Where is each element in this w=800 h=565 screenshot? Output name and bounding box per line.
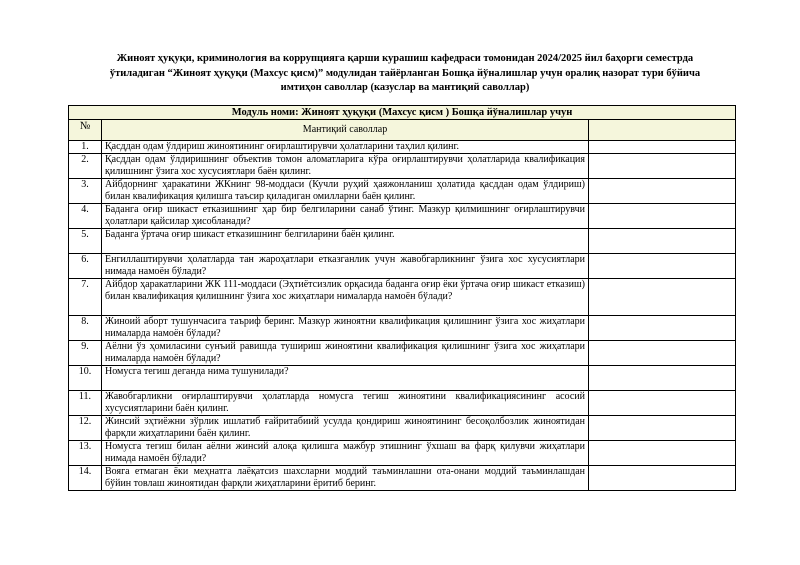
question-number: 11.: [69, 391, 102, 416]
question-number: 10.: [69, 366, 102, 391]
table-row: [69, 254, 736, 279]
module-title-row: [69, 106, 736, 120]
heading-line-2: ўтиладиган “Жиноят ҳуқуқи (Махсус қисм)” модулидан тайёрланган Бошқа йўналишлар учун оралиқ назорат тури бўйича: [109, 67, 701, 79]
table-row: [69, 141, 736, 154]
answer-cell-empty: [589, 154, 736, 179]
answer-cell-empty: [589, 229, 736, 254]
question-text: Баданга ўртача оғир шикаст етказишнинг белгиларини баён қилинг.: [102, 229, 589, 254]
question-text: Айбдорнинг ҳаракатини ЖКнинг 98-моддаси (Кучли руҳий ҳаяжонланиш ҳолатида қасддан одам ўлдириш) билан квалификация қилишга таъсир қиладиган омилларни баён қилинг.: [102, 179, 589, 204]
question-number: 3.: [69, 179, 102, 204]
questions-table: [68, 105, 736, 491]
question-text: Баданга оғир шикаст етказишнинг ҳар бир белгиларини санаб ўтинг. Мазкур қилмишнинг оғирлаштирувчи ҳолатлари қайсилар ҳисобланади?: [102, 204, 589, 229]
module-title: Модуль номи: Жиноят ҳуқуқи (Махсус қисм ) Бошқа йўналишлар учун: [69, 106, 736, 120]
answer-cell-empty: [589, 441, 736, 466]
question-number: 9.: [69, 341, 102, 366]
table-row: [69, 204, 736, 229]
answer-cell-empty: [589, 341, 736, 366]
question-text: Номусга тегиш билан аёлни жинсий алоқа қилишга мажбур этишнинг ўхшаш ва фарқ қилувчи жиҳатлари нимада намоён бўлади?: [102, 441, 589, 466]
question-text: Қасддан одам ўлдиришнинг объектив томон аломатларига кўра оғирлаштирувчи ҳолатларида квалификация қилишнинг ўзига хос хусусиятлари баён қилинг.: [102, 154, 589, 179]
question-text: Қасддан одам ўлдириш жиноятининг оғирлаштирувчи ҳолатларини таҳлил қилинг.: [102, 141, 589, 154]
answer-cell-empty: [589, 391, 736, 416]
question-header: Мантиқий саволлар: [102, 120, 589, 141]
table-header-row: [69, 120, 736, 141]
heading-line-3: имтиҳон саволлар (казуслар ва мантиқий саволлар): [280, 82, 530, 93]
answer-cell-empty: [589, 466, 736, 491]
answer-header-empty: [589, 120, 736, 141]
answer-cell-empty: [589, 254, 736, 279]
document-heading: [60, 52, 750, 96]
table-row: [69, 416, 736, 441]
table-row: [69, 391, 736, 416]
heading-line-1: Жиноят ҳуқуқи, криминология ва коррупцияга қарши курашиш кафедраси томонидан 2024/2025 йил баҳорги семестрда: [116, 53, 694, 64]
table-row: [69, 279, 736, 316]
table-row: [69, 366, 736, 391]
question-number: 7.: [69, 279, 102, 316]
question-number: 12.: [69, 416, 102, 441]
question-text: Жиноий аборт тушунчасига таъриф беринг. Мазкур жиноятни квалификация қилишнинг ўзига хос жиҳатлари нималарда намоён бўлади?: [102, 316, 589, 341]
table-row: [69, 441, 736, 466]
question-text: Жавобгарликни оғирлаштирувчи ҳолатларда номусга тегиш жиноятини квалификациясининг асосий хусусиятларини баён қилинг.: [102, 391, 589, 416]
question-text: Айбдор ҳаракатларини ЖК 111-моддаси (Эҳтиётсизлик орқасида баданга оғир ёки ўртача оғир шикаст етказиш) билан квалификация қилишнинг ўзига хос жиҳатлари нималарда намоён бўлади?: [102, 279, 589, 316]
question-number: 2.: [69, 154, 102, 179]
question-text: Вояга етмаган ёки меҳнатга лаёқатсиз шахсларни моддий таъминлашни ота-онани моддий таъминлашдан бўйин товлаш жиноятидан фарқли жиҳатларини ёритиб беринг.: [102, 466, 589, 491]
table-row: [69, 154, 736, 179]
question-text: Жинсий эҳтиёжни зўрлик ишлатиб ғайритабиий усулда қондириш жиноятининг бесоқолбозлик жиноятидан фарқли жиҳатларини баён қилинг.: [102, 416, 589, 441]
question-number: 13.: [69, 441, 102, 466]
answer-cell-empty: [589, 141, 736, 154]
number-header: №: [69, 120, 102, 141]
question-text: Енгиллаштирувчи ҳолатларда тан жароҳатлари етказганлик учун жавобгарликнинг ўзига хос хусусиятлари нимада намоён бўлади?: [102, 254, 589, 279]
question-number: 1.: [69, 141, 102, 154]
answer-cell-empty: [589, 179, 736, 204]
question-text: Аёлни ўз ҳомиласини сунъий равишда тушириш жиноятини квалификация қилишнинг ўзига хос жиҳатлари нималарда намоён бўлади?: [102, 341, 589, 366]
question-number: 5.: [69, 229, 102, 254]
table-row: [69, 316, 736, 341]
answer-cell-empty: [589, 416, 736, 441]
question-number: 6.: [69, 254, 102, 279]
answer-cell-empty: [589, 316, 736, 341]
answer-cell-empty: [589, 204, 736, 229]
question-text: Номусга тегиш деганда нима тушунилади?: [102, 366, 589, 391]
question-number: 8.: [69, 316, 102, 341]
table-row: [69, 229, 736, 254]
table-row: [69, 466, 736, 491]
question-number: 4.: [69, 204, 102, 229]
answer-cell-empty: [589, 279, 736, 316]
table-row: [69, 179, 736, 204]
question-number: 14.: [69, 466, 102, 491]
table-row: [69, 341, 736, 366]
answer-cell-empty: [589, 366, 736, 391]
